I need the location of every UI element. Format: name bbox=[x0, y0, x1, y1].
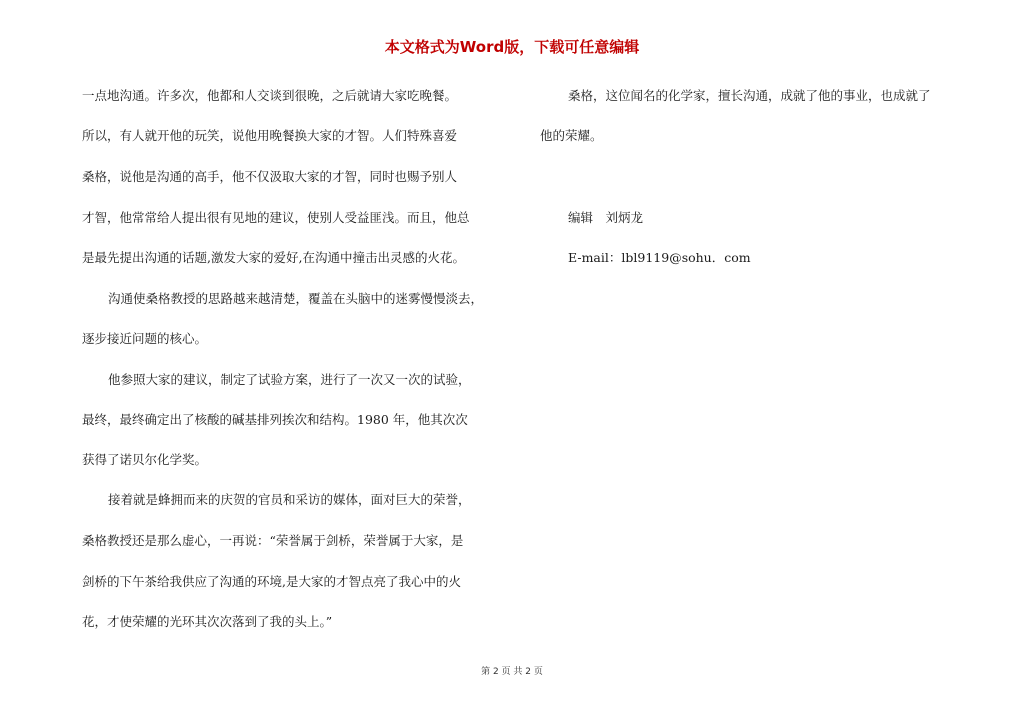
paragraph-line: 一点地沟通。许多次，他都和人交谈到很晚，之后就请大家吃晚餐。 bbox=[82, 88, 458, 103]
paragraph-line: 桑格，这位闻名的化学家，擅长沟通，成就了他的事业，也成就了 bbox=[568, 88, 931, 103]
paragraph-line: 是最先提出沟通的话题,激发大家的爱好,在沟通中撞击出灵感的火花。 bbox=[82, 250, 465, 265]
editor-email: E-mail：lbl9119@sohu．com bbox=[568, 250, 751, 265]
paragraph-line: 才智，他常常给人提出很有见地的建议，使别人受益匪浅。而且，他总 bbox=[82, 210, 470, 225]
paragraph-line: 沟通使桑格教授的思路越来越清楚，覆盖在头脑中的迷雾慢慢淡去， bbox=[108, 291, 484, 306]
paragraph-line: 接着就是蜂拥而来的庆贺的官员和采访的媒体，面对巨大的荣誉， bbox=[108, 492, 471, 507]
editor-credit: 编辑 刘炳龙 bbox=[568, 210, 644, 225]
paragraph-line: 花，才使荣耀的光环其次次落到了我的头上。” bbox=[82, 614, 333, 629]
paragraph-line: 桑格教授还是那么虚心，一再说：“荣誉属于剑桥，荣誉属于大家，是 bbox=[82, 533, 464, 548]
paragraph-line: 所以，有人就开他的玩笑，说他用晚餐换大家的才智。人们特殊喜爱 bbox=[82, 128, 458, 143]
paragraph-line: 他的荣耀。 bbox=[540, 128, 603, 143]
document-header-title: 本文格式为Word版，下载可任意编辑 bbox=[384, 38, 640, 56]
paragraph-line: 最终，最终确定出了核酸的碱基排列挨次和结构。1980 年，他其次次 bbox=[82, 412, 468, 427]
paragraph-line: 桑格，说他是沟通的高手，他不仅汲取大家的才智，同时也赐予别人 bbox=[82, 169, 458, 184]
right-text-column bbox=[540, 0, 980, 700]
paragraph-line: 获得了诺贝尔化学奖。 bbox=[82, 452, 208, 467]
left-text-column bbox=[82, 0, 532, 700]
paragraph-line: 剑桥的下午茶给我供应了沟通的环境,是大家的才智点亮了我心中的火 bbox=[82, 574, 461, 589]
page-number-footer: 第 2 页 共 2 页 bbox=[481, 667, 543, 677]
paragraph-line: 他参照大家的建议，制定了试验方案，进行了一次又一次的试验， bbox=[108, 372, 471, 387]
paragraph-line: 逐步接近问题的核心。 bbox=[82, 331, 208, 346]
